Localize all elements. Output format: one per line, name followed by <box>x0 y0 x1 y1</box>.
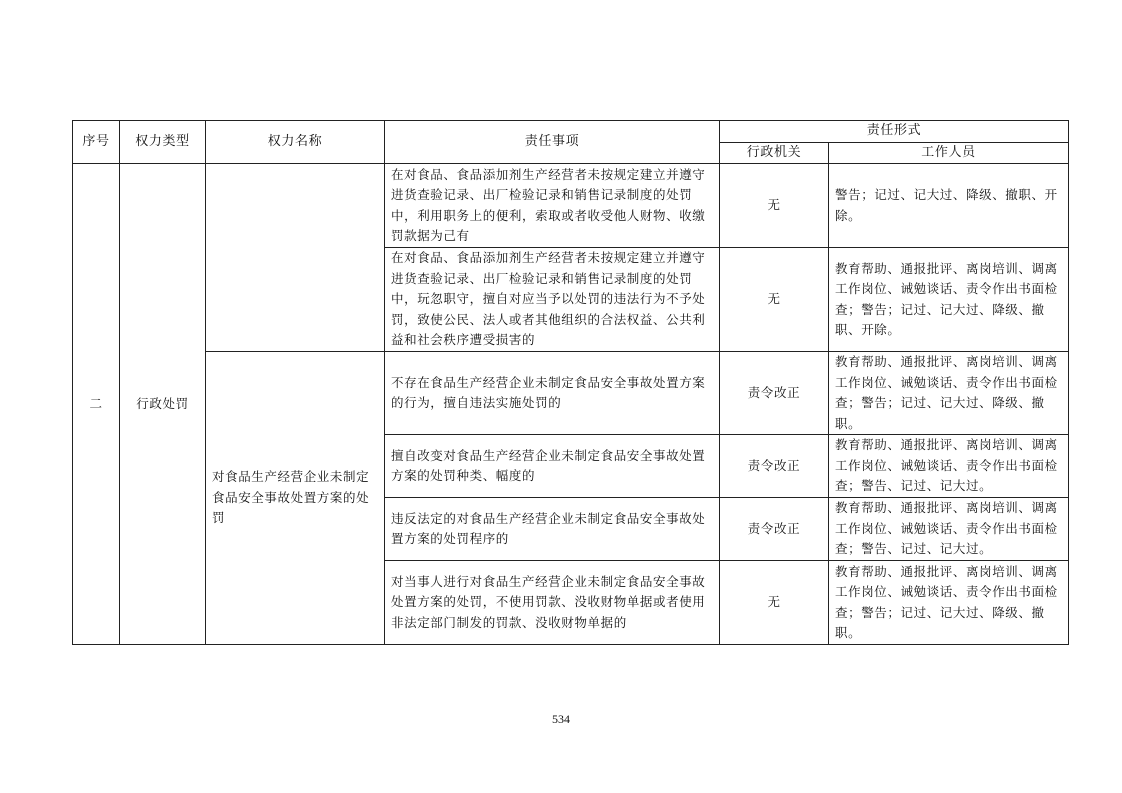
table-row <box>73 352 1069 435</box>
staff-cell: 教育帮助、通报批评、离岗培训、调离工作岗位、诫勉谈话、责令作出书面检查；警告；记过、记大过、降级、撤职。 <box>829 352 1069 435</box>
header-staff: 工作人员 <box>829 142 1069 164</box>
staff-cell: 教育帮助、通报批评、离岗培训、调离工作岗位、诫勉谈话、责令作出书面检查；警告；记过、记大过、降级、撤职、开除。 <box>829 248 1069 352</box>
responsibility-cell: 在对食品、食品添加剂生产经营者未按规定建立并遵守进货查验记录、出厂检验记录和销售记录制度的处罚中，玩忽职守，擅自对应当予以处罚的违法行为不予处罚，致使公民、法人或者其他组织的合法权益、公共利益和社会秩序遭受损害的 <box>385 248 720 352</box>
admin-cell: 无 <box>720 561 829 645</box>
header-resp-form: 责任形式 <box>720 121 1069 143</box>
power-type-cell: 行政处罚 <box>120 164 206 645</box>
admin-cell: 无 <box>720 164 829 248</box>
header-power-type: 权力类型 <box>120 121 206 164</box>
table-row <box>73 164 1069 248</box>
responsibility-table <box>72 120 1069 645</box>
admin-cell: 责令改正 <box>720 435 829 498</box>
power-name-cell-empty <box>206 164 385 352</box>
header-seq: 序号 <box>73 121 120 164</box>
responsibility-cell: 对当事人进行对食品生产经营企业未制定食品安全事故处置方案的处罚，不使用罚款、没收财物单据或者使用非法定部门制发的罚款、没收财物单据的 <box>385 561 720 645</box>
admin-cell: 责令改正 <box>720 498 829 561</box>
header-admin-org: 行政机关 <box>720 142 829 164</box>
admin-cell: 责令改正 <box>720 352 829 435</box>
header-power-name: 权力名称 <box>206 121 385 164</box>
responsibility-cell: 违反法定的对食品生产经营企业未制定食品安全事故处置方案的处罚程序的 <box>385 498 720 561</box>
seq-cell: 二 <box>73 164 120 645</box>
staff-cell: 教育帮助、通报批评、离岗培训、调离工作岗位、诫勉谈话、责令作出书面检查；警告、记过、记大过。 <box>829 498 1069 561</box>
responsibility-cell: 不存在食品生产经营企业未制定食品安全事故处置方案的行为，擅自违法实施处罚的 <box>385 352 720 435</box>
header-responsibility: 责任事项 <box>385 121 720 164</box>
header-row <box>73 121 1069 143</box>
power-name-cell: 对食品生产经营企业未制定食品安全事故处置方案的处罚 <box>206 352 385 645</box>
admin-cell: 无 <box>720 248 829 352</box>
staff-cell: 教育帮助、通报批评、离岗培训、调离工作岗位、诫勉谈话、责令作出书面检查；警告、记过、记大过。 <box>829 435 1069 498</box>
responsibility-cell: 在对食品、食品添加剂生产经营者未按规定建立并遵守进货查验记录、出厂检验记录和销售记录制度的处罚中，利用职务上的便利，索取或者收受他人财物、收缴罚款据为己有 <box>385 164 720 248</box>
staff-cell: 教育帮助、通报批评、离岗培训、调离工作岗位、诫勉谈话、责令作出书面检查；警告；记过、记大过、降级、撤职。 <box>829 561 1069 645</box>
responsibility-cell: 擅自改变对食品生产经营企业未制定食品安全事故处置方案的处罚种类、幅度的 <box>385 435 720 498</box>
page-number: 534 <box>552 712 570 726</box>
staff-cell: 警告；记过、记大过、降级、撤职、开除。 <box>829 164 1069 248</box>
